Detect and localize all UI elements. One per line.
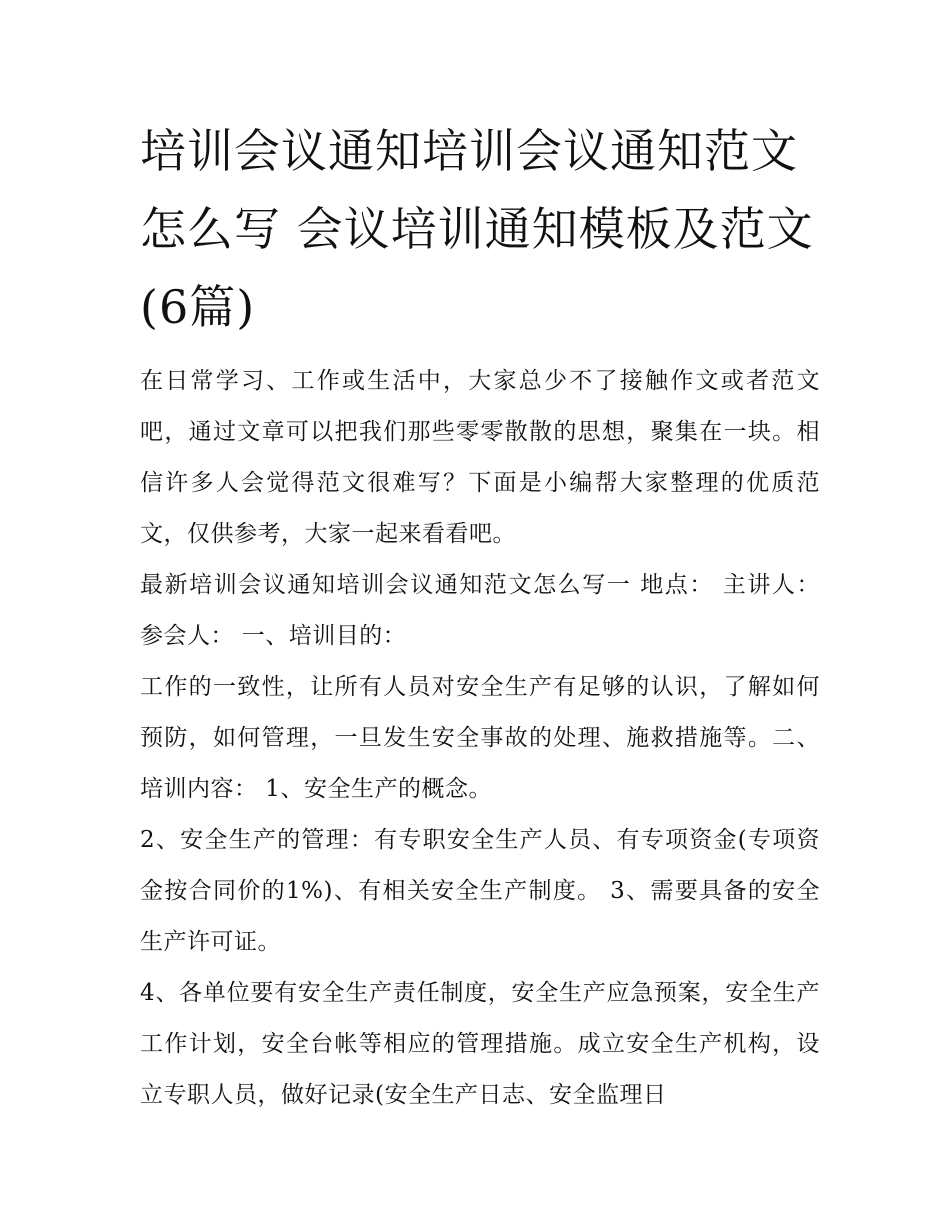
- paragraph-intro: 在日常学习、工作或生活中，大家总少不了接触作文或者范文吧，通过文章可以把我们那些零零散散的思想，聚集在一块。相信许多人会觉得范文很难写？下面是小编帮大家整理的优质范文，仅供参考，大家一起来看看吧。: [140, 368, 820, 547]
- document-body: [140, 356, 820, 1121]
- paragraph-training-purpose: 工作的一致性，让所有人员对安全生产有足够的认识，了解如何预防，如何管理，一旦发生安全事故的处理、施救措施等。二、培训内容： 1、安全生产的概念。: [140, 674, 820, 802]
- paragraph-notice-header: 最新培训会议通知培训会议通知范文怎么写一 地点： 主讲人： 参会人： 一、培训目的：: [140, 572, 820, 649]
- document-title: 培训会议通知培训会议通知范文怎么写 会议培训通知模板及范文(6篇): [140, 124, 814, 334]
- paragraph-safety-responsibility: 4、各单位要有安全生产责任制度，安全生产应急预案，安全生产工作计划，安全台帐等相应的管理措施。成立安全生产机构，设立专职人员，做好记录(安全生产日志、安全监理日: [140, 980, 820, 1108]
- paragraph-safety-management: 2、安全生产的管理：有专职安全生产人员、有专项资金(专项资金按合同价的1%)、有相关安全生产制度。 3、需要具备的安全生产许可证。: [140, 827, 820, 955]
